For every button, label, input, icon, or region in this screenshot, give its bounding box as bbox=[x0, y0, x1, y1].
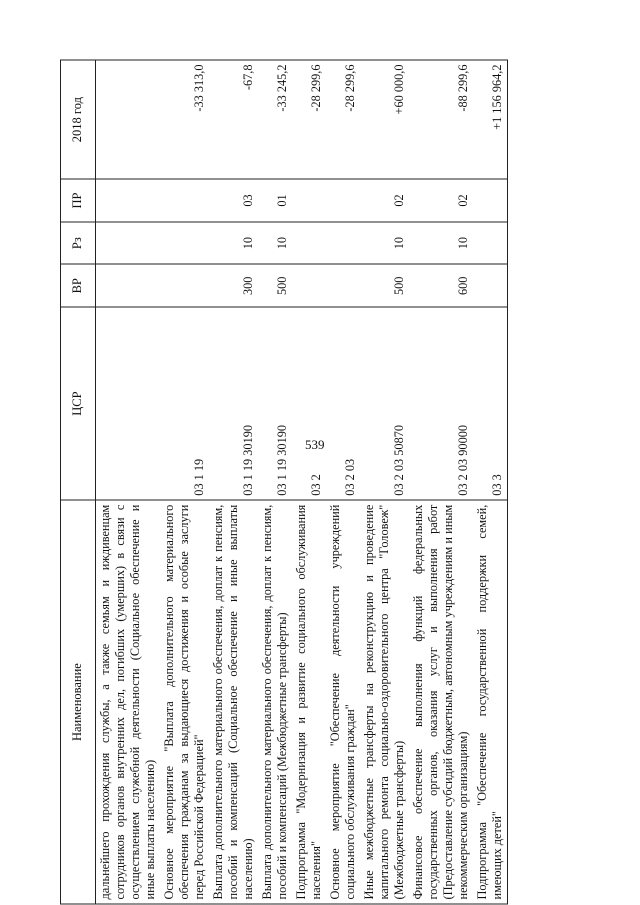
table-row bbox=[160, 60, 209, 904]
cell-rz bbox=[292, 222, 326, 265]
table-row bbox=[326, 60, 360, 904]
cell-csr: 03 2 03 90000 bbox=[409, 307, 473, 500]
cell-csr: 03 1 19 30190 bbox=[209, 307, 258, 500]
cell-pr bbox=[160, 179, 209, 222]
cell-name: Подпрограмма "Модернизация и развитие социального обслуживания населения" bbox=[292, 500, 326, 904]
table-row bbox=[96, 60, 161, 904]
cell-csr: 03 2 03 bbox=[326, 307, 360, 500]
page-number: 539 bbox=[305, 437, 325, 452]
header-vr: ВР bbox=[61, 264, 96, 307]
cell-name: Основное мероприятие "Выплата дополнительного материального обеспечения гражданам за выдающиеся достижения и особые заслуги перед Российской Федерацией" bbox=[160, 500, 209, 904]
table-header-row bbox=[61, 60, 96, 904]
cell-pr: 03 bbox=[209, 179, 258, 222]
cell-vr bbox=[473, 264, 508, 307]
cell-csr: 03 1 19 30190 bbox=[258, 307, 292, 500]
cell-rz bbox=[160, 222, 209, 265]
cell-csr: 03 3 bbox=[473, 307, 508, 500]
cell-amount: +60 000,0 bbox=[360, 60, 409, 179]
cell-pr bbox=[96, 179, 161, 222]
cell-pr: 01 bbox=[258, 179, 292, 222]
cell-rz bbox=[473, 222, 508, 265]
cell-rz: 10 bbox=[360, 222, 409, 265]
cell-pr bbox=[326, 179, 360, 222]
cell-pr: 02 bbox=[360, 179, 409, 222]
table-row bbox=[409, 60, 473, 904]
cell-amount: -28 299,6 bbox=[292, 60, 326, 179]
cell-rz: 10 bbox=[409, 222, 473, 265]
cell-rz: 10 bbox=[209, 222, 258, 265]
cell-vr: 500 bbox=[360, 264, 409, 307]
rotated-table-container bbox=[60, 60, 580, 905]
table-row bbox=[473, 60, 508, 904]
table-row bbox=[258, 60, 292, 904]
cell-vr bbox=[326, 264, 360, 307]
cell-amount: -33 313,0 bbox=[160, 60, 209, 179]
header-pr: ПР bbox=[61, 179, 96, 222]
cell-vr: 500 bbox=[258, 264, 292, 307]
cell-rz: 10 bbox=[258, 222, 292, 265]
cell-amount: -67,8 bbox=[209, 60, 258, 179]
cell-amount: -33 245,2 bbox=[258, 60, 292, 179]
cell-rz bbox=[326, 222, 360, 265]
cell-csr: 03 2 03 50870 bbox=[360, 307, 409, 500]
cell-vr bbox=[292, 264, 326, 307]
cell-csr: 03 2 bbox=[292, 307, 326, 500]
cell-vr bbox=[160, 264, 209, 307]
cell-vr: 300 bbox=[209, 264, 258, 307]
cell-csr bbox=[96, 307, 161, 500]
cell-rz bbox=[96, 222, 161, 265]
cell-name: Выплата дополнительного материального обеспечения, доплат к пенсиям, пособий и компенсаций (Межбюджетные трансферты) bbox=[258, 500, 292, 904]
header-csr: ЦСР bbox=[61, 307, 96, 500]
header-year: 2018 год bbox=[61, 60, 96, 179]
cell-amount: +1 156 964,2 bbox=[473, 60, 508, 179]
cell-name: Основное мероприятие "Обеспечение деятельности учреждений социального обслуживания граждан" bbox=[326, 500, 360, 904]
cell-name: дальнейшего прохождения службы, а также семьям и иждивенцам сотрудников органов внутренних дел, погибших (умерших) в связи с осуществлением служебной деятельности (Социальное обеспечение и иные выплаты населению) bbox=[96, 500, 161, 904]
cell-vr bbox=[96, 264, 161, 307]
cell-name: Выплата дополнительного материального обеспечения, доплат к пенсиям, пособий и компенсаций (Социальное обеспечение и иные выплаты населению) bbox=[209, 500, 258, 904]
table-row bbox=[292, 60, 326, 904]
cell-name: Финансовое обеспечение выполнения функций федеральных государственных органов, оказания услуг и выполнения работ (Предоставление субсидий бюджетным, автономным учреждениям и иным некоммерческим организациям) bbox=[409, 500, 473, 904]
cell-pr: 02 bbox=[409, 179, 473, 222]
cell-name: Подпрограмма "Обеспечение государственной поддержки семей, имеющих детей" bbox=[473, 500, 508, 904]
table-row bbox=[209, 60, 258, 904]
header-name: Наименование bbox=[61, 500, 96, 904]
cell-vr: 600 bbox=[409, 264, 473, 307]
cell-name: Иные межбюджетные трансферты на реконструкцию и проведение капитального ремонта социально-оздоровительного центра "Головеж" (Межбюджетные трансферты) bbox=[360, 500, 409, 904]
budget-table bbox=[60, 60, 508, 905]
cell-pr bbox=[292, 179, 326, 222]
table-row bbox=[360, 60, 409, 904]
cell-pr bbox=[473, 179, 508, 222]
header-rz: Рз bbox=[61, 222, 96, 265]
cell-amount bbox=[96, 60, 161, 179]
cell-csr: 03 1 19 bbox=[160, 307, 209, 500]
cell-amount: -28 299,6 bbox=[326, 60, 360, 179]
cell-amount: -88 299,6 bbox=[409, 60, 473, 179]
